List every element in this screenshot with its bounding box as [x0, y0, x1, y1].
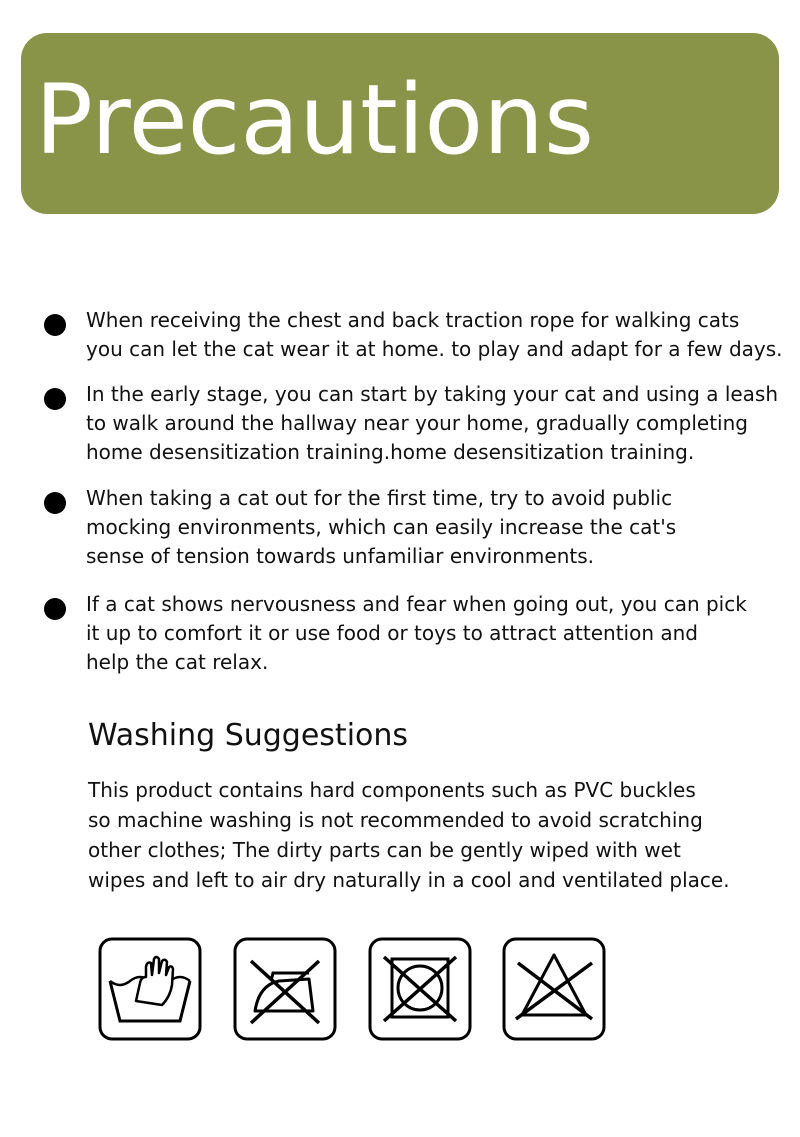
list-item-text: When taking a cat out for the first time, try to avoid public mocking environments, which can easily increase the cat's sense of tension towards unfamiliar environments. — [86, 486, 677, 568]
do-not-bleach-icon — [502, 937, 606, 1041]
list-item-text: If a cat shows nervousness and fear when going out, you can pick it up to comfort it or use food or toys to attract attention and help the cat relax. — [86, 592, 747, 674]
bullet-dot — [44, 314, 66, 336]
bullet-dot — [44, 492, 66, 514]
do-not-tumble-dry-icon — [368, 937, 472, 1041]
hand-wash-icon — [98, 937, 202, 1041]
list-item-text: When receiving the chest and back traction rope for walking cats you can let the cat wear it at home. to play and adapt for a few days. — [86, 308, 783, 361]
do-not-iron-icon — [233, 937, 337, 1041]
washing-text: This product contains hard components such as PVC buckles so machine washing is not recommended to avoid scratching other clothes; The dirty parts can be gently wiped with wet wipes and left to air dry naturally in a cool and ventilated place. — [88, 778, 730, 892]
bullet-dot — [44, 388, 66, 410]
list-item-text: In the early stage, you can start by taking your cat and using a leash to walk around the hallway near your home, gradually completing home desensitization training.home desensitization training. — [86, 382, 779, 464]
washing-heading: Washing Suggestions — [88, 718, 409, 753]
page-title: Precautions — [35, 64, 594, 176]
bullet-dot — [44, 598, 66, 620]
title-banner — [21, 33, 779, 214]
